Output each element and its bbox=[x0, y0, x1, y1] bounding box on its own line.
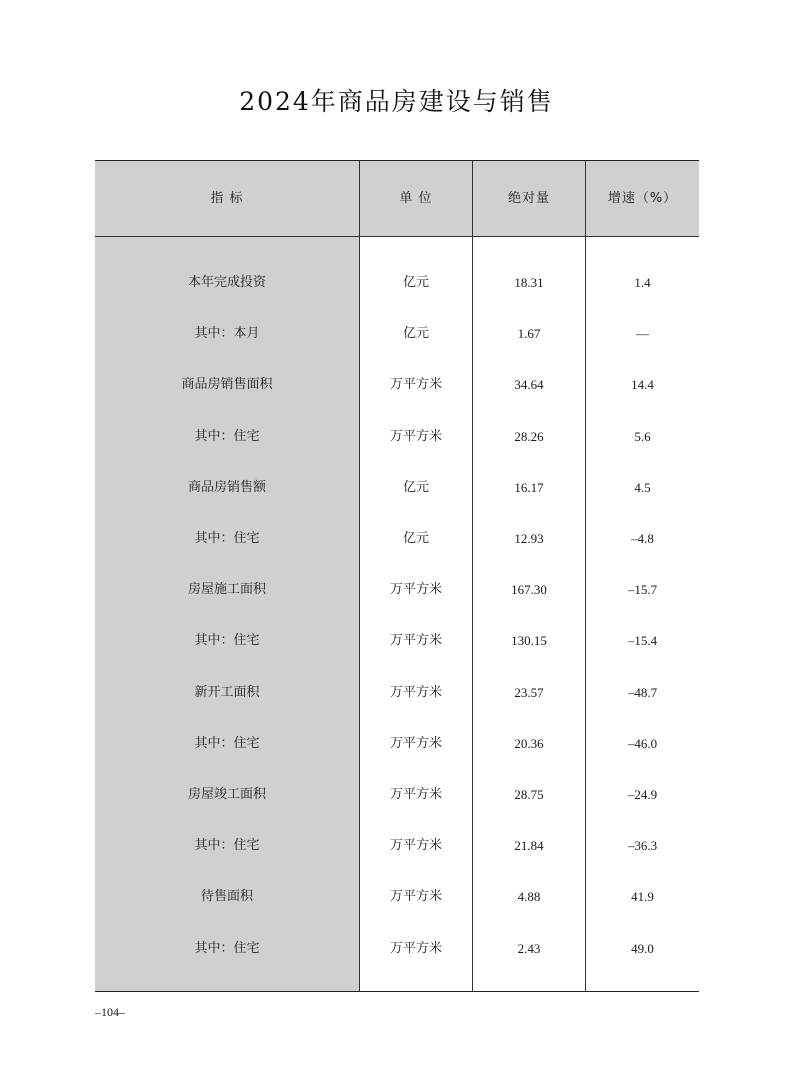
table-row bbox=[95, 513, 699, 564]
page-title: 2024年商品房建设与销售 bbox=[239, 87, 554, 116]
row-unit: 亿元 bbox=[402, 531, 429, 546]
table-row bbox=[95, 718, 699, 769]
row-value: 167.30 bbox=[511, 582, 547, 598]
row-unit: 万平方米 bbox=[389, 428, 442, 444]
table-row bbox=[95, 769, 699, 820]
row-unit: 万平方米 bbox=[389, 838, 442, 854]
row-value: 16.17 bbox=[514, 479, 544, 495]
row-growth: –36.3 bbox=[627, 838, 658, 854]
table-row bbox=[95, 667, 699, 718]
row-value: 21.84 bbox=[514, 838, 544, 854]
row-growth: 5.6 bbox=[634, 428, 651, 444]
row-growth: –4.8 bbox=[631, 531, 654, 546]
row-growth: –15.7 bbox=[627, 582, 658, 598]
table-row bbox=[95, 923, 699, 974]
row-indicator: 新开工面积 bbox=[194, 684, 260, 700]
table-row bbox=[95, 615, 699, 666]
row-indicator: 其中：住宅 bbox=[194, 428, 260, 444]
row-growth: 49.0 bbox=[631, 940, 654, 956]
table-row bbox=[95, 411, 699, 462]
table-row bbox=[95, 462, 699, 513]
row-unit: 亿元 bbox=[402, 326, 429, 342]
row-growth: 14.4 bbox=[631, 377, 654, 393]
row-value: 34.64 bbox=[514, 377, 544, 393]
table-row bbox=[95, 820, 699, 871]
row-growth: –24.9 bbox=[627, 787, 658, 802]
row-unit: 万平方米 bbox=[389, 787, 442, 802]
row-indicator: 商品房销售额 bbox=[187, 479, 266, 495]
row-indicator: 其中：住宅 bbox=[194, 735, 260, 751]
row-unit: 万平方米 bbox=[389, 377, 442, 393]
table-header bbox=[95, 161, 699, 237]
header-indicator: 指 标 bbox=[210, 191, 244, 206]
row-unit: 万平方米 bbox=[389, 582, 442, 598]
row-indicator: 其中：住宅 bbox=[194, 838, 260, 854]
row-value: 2.43 bbox=[517, 940, 541, 956]
row-value: 130.15 bbox=[511, 633, 547, 649]
row-indicator: 本年完成投资 bbox=[187, 275, 266, 290]
row-unit: 万平方米 bbox=[389, 940, 442, 956]
row-unit: 亿元 bbox=[402, 275, 429, 290]
row-unit: 万平方米 bbox=[389, 735, 442, 751]
row-unit: 亿元 bbox=[402, 479, 429, 495]
table-row bbox=[95, 308, 699, 359]
row-value: 12.93 bbox=[514, 531, 544, 546]
row-indicator: 房屋竣工面积 bbox=[187, 787, 266, 802]
table-row bbox=[95, 359, 699, 410]
row-value: 28.75 bbox=[514, 787, 544, 802]
header-unit: 单 位 bbox=[399, 191, 433, 206]
row-indicator: 其中：本月 bbox=[194, 326, 260, 342]
row-indicator: 待售面积 bbox=[200, 889, 253, 905]
row-value: 4.88 bbox=[517, 889, 541, 905]
row-growth: 4.5 bbox=[634, 479, 651, 495]
table-row bbox=[95, 871, 699, 922]
row-unit: 万平方米 bbox=[389, 889, 442, 905]
row-unit: 万平方米 bbox=[389, 684, 442, 700]
row-value: 1.67 bbox=[517, 326, 541, 342]
header-value: 绝对量 bbox=[507, 191, 550, 206]
data-table bbox=[95, 160, 699, 992]
row-indicator: 其中：住宅 bbox=[194, 531, 260, 546]
row-indicator: 其中：住宅 bbox=[194, 633, 260, 649]
header-growth: 增速（%） bbox=[607, 191, 678, 206]
row-value: 20.36 bbox=[514, 735, 544, 751]
row-value: 28.26 bbox=[514, 428, 544, 444]
row-growth: –48.7 bbox=[627, 684, 658, 700]
table-row bbox=[95, 257, 699, 308]
row-indicator: 其中：住宅 bbox=[194, 940, 260, 956]
row-growth: –46.0 bbox=[627, 735, 658, 751]
row-growth: — bbox=[636, 326, 649, 342]
row-growth: 41.9 bbox=[631, 889, 654, 905]
row-value: 18.31 bbox=[514, 275, 544, 290]
row-growth: 1.4 bbox=[634, 275, 651, 290]
page-number: –104– bbox=[95, 1005, 125, 1019]
row-indicator: 房屋施工面积 bbox=[187, 582, 266, 598]
row-indicator: 商品房销售面积 bbox=[181, 377, 273, 393]
table-row bbox=[95, 564, 699, 615]
row-value: 23.57 bbox=[514, 684, 544, 700]
row-growth: –15.4 bbox=[627, 633, 658, 649]
row-unit: 万平方米 bbox=[389, 633, 442, 649]
